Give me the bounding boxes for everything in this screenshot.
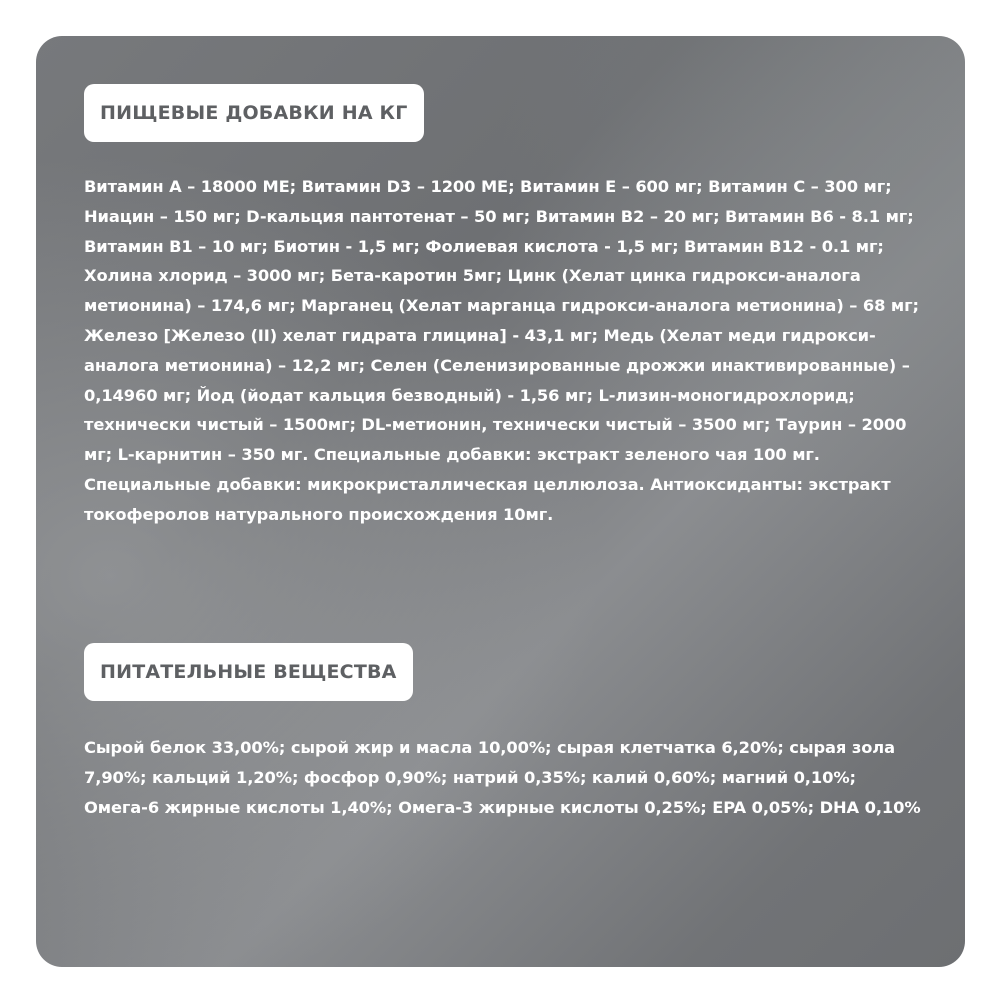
nutrients-text: Сырой белок 33,00%; сырой жир и масла 10,00%; сырая клетчатка 6,20%; сырая зола 7,90%; кальций 1,20%; фосфор 0,90%; натрий 0,35%; калий 0,60%; магний 0,10%; Омега-6 жирные кислоты 1,40%; Омега-3 жирные кислоты 0,25%; EPA 0,05%; DHA 0,10% bbox=[84, 738, 921, 817]
supplements-text: Витамин А – 18000 МЕ; Витамин D3 – 1200 МЕ; Витамин Е – 600 мг; Витамин С – 300 мг; Ниацин – 150 мг; D-кальция пантотенат – 50 мг; Витамин В2 – 20 мг; Витамин В6 - 8.1 мг; Витамин В1 – 10 мг; Биотин - 1,5 мг; Фолиевая кислота - 1,5 мг; Витамин В12 - 0.1 мг; Холина хлорид – 3000 мг; Бета-каротин 5мг; Цинк (Хелат цинка гидрокси-аналога метионина) – 174,6 мг; Марганец (Хелат марганца гидрокси-аналога метионина) – 68 мг; Железо [Железо (II) хелат гидрата глицина] - 43,1 мг; Медь (Хелат меди гидрокси-аналога метионина) – 12,2 мг; Селен (Селенизированные дрожжи инактивированные) – 0,14960 мг; Йод (йодат кальция безводный) - 1,56 мг; L-лизин-моногидрохлорид; технически чистый – 1500мг; DL-метионин, технически чистый – 3500 мг; Таурин – 2000 мг; L-карнитин – 350 мг. Специальные добавки: экстракт зеленого чая 100 мг. Специальные добавки: микрокристаллическая целлюлоза. Антиоксиданты: экстракт токоферолов натурального происхождения 10мг. bbox=[84, 177, 919, 524]
supplements-heading: ПИЩЕВЫЕ ДОБАВКИ НА КГ bbox=[84, 84, 424, 142]
info-card bbox=[36, 36, 965, 967]
nutrients-section bbox=[84, 643, 925, 822]
nutrients-heading: ПИТАТЕЛЬНЫЕ ВЕЩЕСТВА bbox=[84, 643, 413, 701]
supplements-section bbox=[84, 84, 925, 530]
